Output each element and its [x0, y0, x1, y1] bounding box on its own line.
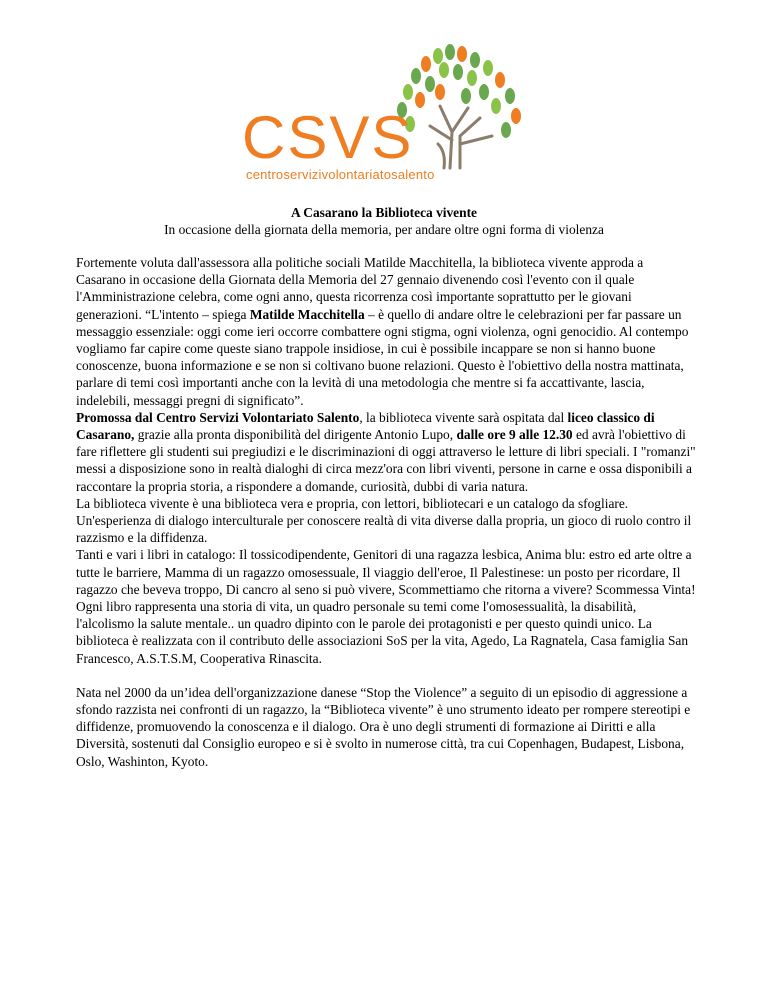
paragraph-5: Nata nel 2000 da un’idea dell'organizzazione danese “Stop the Violence” a seguito di un episodio di aggressione a sfondo razzista nei confronti di un ragazzo, la “Biblioteca vivente” è uno strumento ideato per rompere stereotipi e diffidenze, promuovendo la conoscenza e il dialogo. Ora è uno degli strumenti di formazione ai Diritti e alla Diversità, sostenuti dal Consiglio europeo e si è svolto in numerose città, tra cui Copenhagen, Budapest, Lisbona, Oslo, Washinton, Kyoto. [76, 684, 691, 769]
logo-tagline: centroservizivolontariatosalento [246, 167, 435, 182]
paragraph-1-text-a: Fortemente voluta dall'assessora alla politiche sociali Matilde Macchitella, la biblioteca vivente approda a Casarano in occasione della Giornata della Memoria del 27 gennaio divenendo così l'evento con il quale l'Amministrazione celebra, come ogni anno, questa ricorrenza così importante soprattutto per le giovani generazioni. “L'intento – spiega [76, 255, 644, 322]
logo-letters: CSVS [242, 104, 414, 171]
paragraph-2-text-c: ed avrà l'obiettivo di fare riflettere gli studenti sui pregiudizi e le discriminazioni di oggi attraverso le letture di libri speciali. I "romanzi" messi a disposizione sono in realtà dialoghi di circa mezz'ora con libri viventi, persone in carne e ossa disponibili a raccontare la propria storia, a rispondere a domande, curiosità, dubbi di varia natura. [76, 427, 696, 494]
paragraph-gap [76, 667, 696, 684]
paragraph-2-bold-promoter: Promossa dal Centro Servizi Volontariato Salento [76, 409, 360, 425]
paragraph-1-text-b: – è quello di andare oltre le celebrazioni per far passare un messaggio essenziale: oggi come ieri occorre combattere ogni stigma, ogni violenza, ogni genocidio. Al contempo vogliamo far capire come queste siano trappole insidiose, in cui è possibile incappare se non si hanno buone conoscenze, buona informazione e se non si coltivano buone relazioni. Questo è l'obiettivo della nostra mattinata, parlare di temi così importanti anche con la levità di una metodologia che mentre si fa accattivante, lascia, indelebili, messaggi pregni di significato”. [76, 306, 689, 408]
article-body [76, 254, 696, 770]
paragraph-1 [76, 254, 696, 409]
paragraph-3: La biblioteca vivente è una biblioteca vera e propria, con lettori, bibliotecari e un catalogo da sfogliare. Un'esperienza di dialogo interculturale per conoscere realtà di vita diverse dalla propria, un gioco di ruolo contro il razzismo e la diffidenza. [76, 495, 692, 546]
paragraph-2 [76, 409, 696, 495]
article-header [0, 204, 768, 238]
paragraph-1-bold-name: Matilde Macchitella [249, 306, 365, 322]
paragraph-2-text-b: grazie alla pronta disponibilità del dirigente Antonio Lupo, [134, 427, 457, 443]
article-subtitle: In occasione della giornata della memoria, per andare oltre ogni forma di violenza [164, 222, 604, 238]
paragraph-2-bold-time: dalle ore 9 alle 12.30 [456, 427, 573, 443]
article-title: A Casarano la Biblioteca vivente [291, 205, 477, 220]
paragraph-2-text-a: , la biblioteca vivente sarà ospitata dal [359, 409, 568, 425]
paragraph-2-bold-venue: liceo classico di Casarano, [76, 409, 655, 443]
csvs-logo [238, 40, 528, 180]
paragraph-4: Tanti e vari i libri in catalogo: Il tossicodipendente, Genitori di una ragazza lesbica, Anima blu: estro ed arte oltre a tutte le barriere, Mamma di un ragazzo omosessuale, Il viaggio dell'eroe, Il Palestinese: un posto per ricordare, Il ragazzo che beveva troppo, Di cancro al seno si può vivere, Scommettiamo che ritorna a vivere? Scommessa Vinta! Ogni libro rappresenta una storia di vita, un quadro personale su temi come l'omosessualità, la disabilità, l'alcolismo la salute mentale.. un quadro dipinto con le parole dei protagonisti e per questo quindi unico. La biblioteca è realizzata con il contributo delle associazioni SoS per la vita, Agedo, La Ragnatela, Casa famiglia San Francesco, A.S.T.S.M, Cooperativa Rinascita. [76, 547, 696, 666]
